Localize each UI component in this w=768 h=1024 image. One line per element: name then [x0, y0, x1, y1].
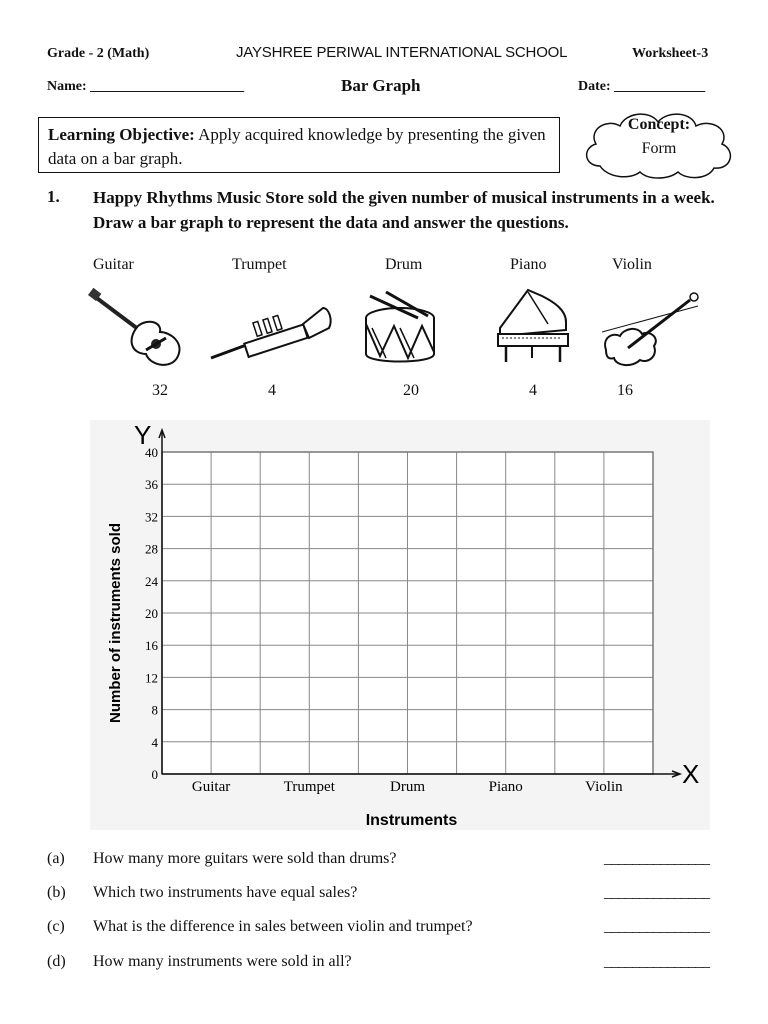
subquestion-letter: (b)	[47, 884, 66, 901]
subquestion-letter: (a)	[47, 850, 65, 867]
y-tick-label: 40	[145, 445, 158, 460]
learning-objective-box	[38, 117, 560, 173]
y-tick-label: 0	[151, 767, 158, 782]
guitar-icon	[88, 288, 188, 370]
x-tick-label: Violin	[585, 779, 623, 795]
y-tick-label: 16	[145, 638, 158, 654]
y-tick-label: 20	[145, 606, 158, 621]
instrument-count-piano: 4	[529, 382, 537, 399]
violin-icon	[598, 288, 708, 370]
question-text: Happy Rhythms Music Store sold the given number of musical instruments in a week. Draw a bar graph to represent the data and answer the questions.	[93, 188, 715, 232]
page-title: Bar Graph	[341, 76, 421, 95]
objective-label: Learning Objective:	[48, 125, 195, 144]
instrument-name-violin: Violin	[612, 256, 652, 273]
y-axis-letter: Y	[134, 420, 152, 450]
y-tick-label: 36	[145, 477, 158, 493]
worksheet-number: Worksheet-3	[632, 46, 709, 61]
name-field[interactable]: Name: ______________________	[47, 79, 245, 94]
subquestion-letter: (d)	[47, 953, 66, 970]
x-axis-title: Instruments	[365, 812, 458, 829]
instrument-name-trumpet: Trumpet	[232, 256, 287, 273]
date-field[interactable]: Date: _____________	[578, 79, 706, 94]
trumpet-icon	[205, 288, 335, 370]
subquestion-text: Which two instruments have equal sales?	[93, 884, 358, 901]
x-tick-label: Guitar	[191, 779, 231, 795]
question-number: 1.	[47, 187, 60, 206]
instrument-count-trumpet: 4	[268, 382, 276, 399]
answer-blank[interactable]: _______________	[604, 953, 709, 970]
bar-graph	[90, 420, 710, 840]
instrument-name-guitar: Guitar	[93, 256, 134, 273]
answer-blank[interactable]: _______________	[604, 850, 709, 867]
x-tick-label: Trumpet	[283, 779, 335, 795]
y-axis-title: Number of instruments sold	[107, 522, 124, 724]
subquestion-text: What is the difference in sales between violin and trumpet?	[93, 918, 473, 935]
instrument-count-drum: 20	[403, 382, 419, 399]
grade-label: Grade - 2 (Math)	[47, 46, 150, 61]
answer-blank[interactable]: _______________	[604, 884, 709, 901]
y-tick-label: 32	[145, 509, 158, 525]
instrument-count-violin: 16	[617, 382, 633, 399]
x-axis-letter: X	[682, 759, 700, 789]
subquestion-text: How many more guitars were sold than drums?	[93, 850, 397, 867]
objective-text: Apply acquired knowledge by presenting the given data on a bar graph.	[48, 125, 546, 168]
instrument-name-drum: Drum	[385, 256, 423, 273]
y-tick-label: 28	[145, 541, 158, 557]
concept-value: Form	[641, 140, 677, 157]
y-tick-label: 12	[145, 670, 158, 686]
y-tick-label: 24	[145, 573, 158, 589]
answer-blank[interactable]: _______________	[604, 918, 709, 935]
y-tick-label: 8	[151, 702, 158, 718]
subquestion-text: How many instruments were sold in all?	[93, 953, 352, 970]
drum-icon	[358, 288, 448, 370]
piano-icon	[492, 288, 572, 370]
concept-label: Concept:	[627, 116, 691, 133]
y-tick-label: 4	[151, 734, 158, 750]
x-tick-label: Piano	[488, 779, 523, 795]
subquestion-letter: (c)	[47, 918, 65, 935]
school-name: JAYSHREE PERIWAL INTERNATIONAL SCHOOL	[236, 44, 568, 61]
instrument-name-piano: Piano	[510, 256, 547, 273]
x-tick-label: Drum	[390, 779, 425, 795]
instrument-count-guitar: 32	[152, 382, 168, 399]
